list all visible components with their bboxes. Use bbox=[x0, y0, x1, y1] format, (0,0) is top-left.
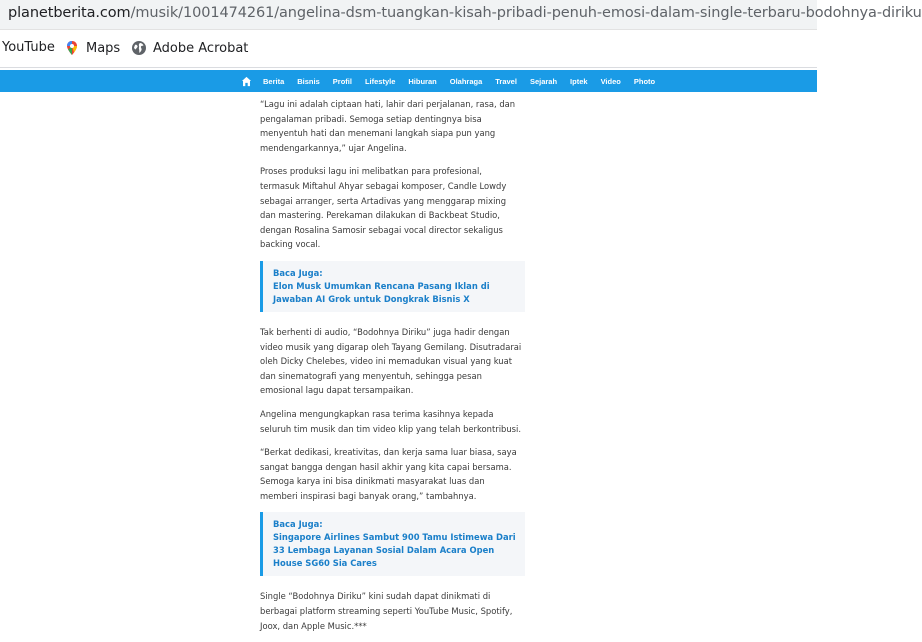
nav-item-video[interactable]: Video bbox=[600, 76, 621, 86]
nav-item-berita[interactable]: Berita bbox=[263, 76, 285, 86]
article-body bbox=[260, 97, 522, 642]
read-also-label: Baca Juga: bbox=[273, 267, 323, 278]
bookmark-adobe-acrobat[interactable] bbox=[131, 40, 248, 56]
url-text[interactable] bbox=[8, 5, 922, 21]
nav-item-hiburan[interactable]: Hiburan bbox=[408, 76, 437, 86]
bookmark-youtube[interactable] bbox=[2, 40, 55, 55]
nav-item-photo[interactable]: Photo bbox=[633, 76, 656, 86]
read-also-link[interactable]: Singapore Airlines Sambut 900 Tamu Istimewa Dari 33 Lembaga Layanan Sosial Dalam Acara Open House SG60 Sia Cares bbox=[273, 532, 516, 569]
article-paragraph: Tak berhenti di audio, “Bodohnya Diriku” juga hadir dengan video musik yang digarap oleh Tayang Gemilang. Disutradarai oleh Dicky Chelebes, video ini memadukan visual yang kuat dan sinematografi yang menyentuh, sehingga pesan emosional lagu dapat tersampaikan. bbox=[260, 326, 522, 396]
nav-item-lifestyle[interactable]: Lifestyle bbox=[364, 76, 396, 86]
site-nav bbox=[0, 70, 817, 92]
nav-item-profil[interactable]: Profil bbox=[332, 76, 352, 86]
nav-item-olahraga[interactable]: Olahraga bbox=[449, 76, 483, 86]
read-also-link[interactable]: Elon Musk Umumkan Rencana Pasang Iklan di Jawaban AI Grok untuk Dongkrak Bisnis X bbox=[273, 280, 490, 304]
article-paragraph: Single “Bodohnya Diriku” kini sudah dapat dinikmati di berbagai platform streaming seperti YouTube Music, Spotify, Joox, dan Apple Music.*** bbox=[260, 591, 513, 631]
nav-item-iptek[interactable]: Iptek bbox=[570, 76, 588, 86]
maps-pin-icon bbox=[64, 40, 80, 56]
bookmark-label: YouTube bbox=[2, 40, 55, 55]
article-paragraph: Angelina mengungkapkan rasa terima kasihnya kepada seluruh tim musik dan tim video klip yang telah berkontribusi. bbox=[260, 408, 522, 434]
article-paragraph: Proses produksi lagu ini melibatkan para profesional, termasuk Miftahul Ahyar sebagai komposer, Candle Lowdy sebagai arranger, serta Artadivas yang menggarap mixing dan mastering. Perekaman dilakukan di Backbeat Studio, dengan Rosalina Samosir sebagai vocal director sekaligus backing vocal. bbox=[260, 166, 507, 250]
read-also-label: Baca Juga: bbox=[273, 519, 323, 530]
bookmarks-bar bbox=[0, 30, 817, 68]
bookmark-label: Adobe Acrobat bbox=[153, 40, 249, 56]
url-domain: planetberita.com bbox=[8, 5, 131, 21]
bookmark-maps[interactable] bbox=[64, 40, 120, 56]
url-path: /musik/1001474261/angelina-dsm-tuangkan-kisah-pribadi-penuh-emosi-dalam-single-terbaru-bodohnya-diriku bbox=[130, 5, 922, 21]
home-icon[interactable] bbox=[241, 76, 252, 87]
globe-icon bbox=[131, 40, 147, 56]
read-also-box bbox=[260, 261, 525, 312]
read-also-box bbox=[260, 512, 525, 576]
nav-item-sejarah[interactable]: Sejarah bbox=[529, 76, 558, 86]
nav-item-travel[interactable]: Travel bbox=[495, 76, 517, 86]
address-bar[interactable] bbox=[0, 0, 922, 30]
article-paragraph: “Lagu ini adalah ciptaan hati, lahir dari perjalanan, rasa, dan pengalaman pribadi. Semoga setiap dentingnya bisa menyentuh hati dan menemani langkah siapa pun yang mendengarkannya,” ujar Angelina. bbox=[260, 99, 516, 153]
nav-item-bisnis[interactable]: Bisnis bbox=[297, 76, 320, 86]
article-paragraph: “Berkat dedikasi, kreativitas, dan kerja sama luar biasa, saya sangat bangga dengan hasil akhir yang kita capai bersama. Semoga karya ini bisa dinikmati masyarakat luas dan memberi inspirasi bagi banyak orang,” tambahnya. bbox=[260, 447, 517, 501]
bookmark-label: Maps bbox=[86, 40, 121, 56]
